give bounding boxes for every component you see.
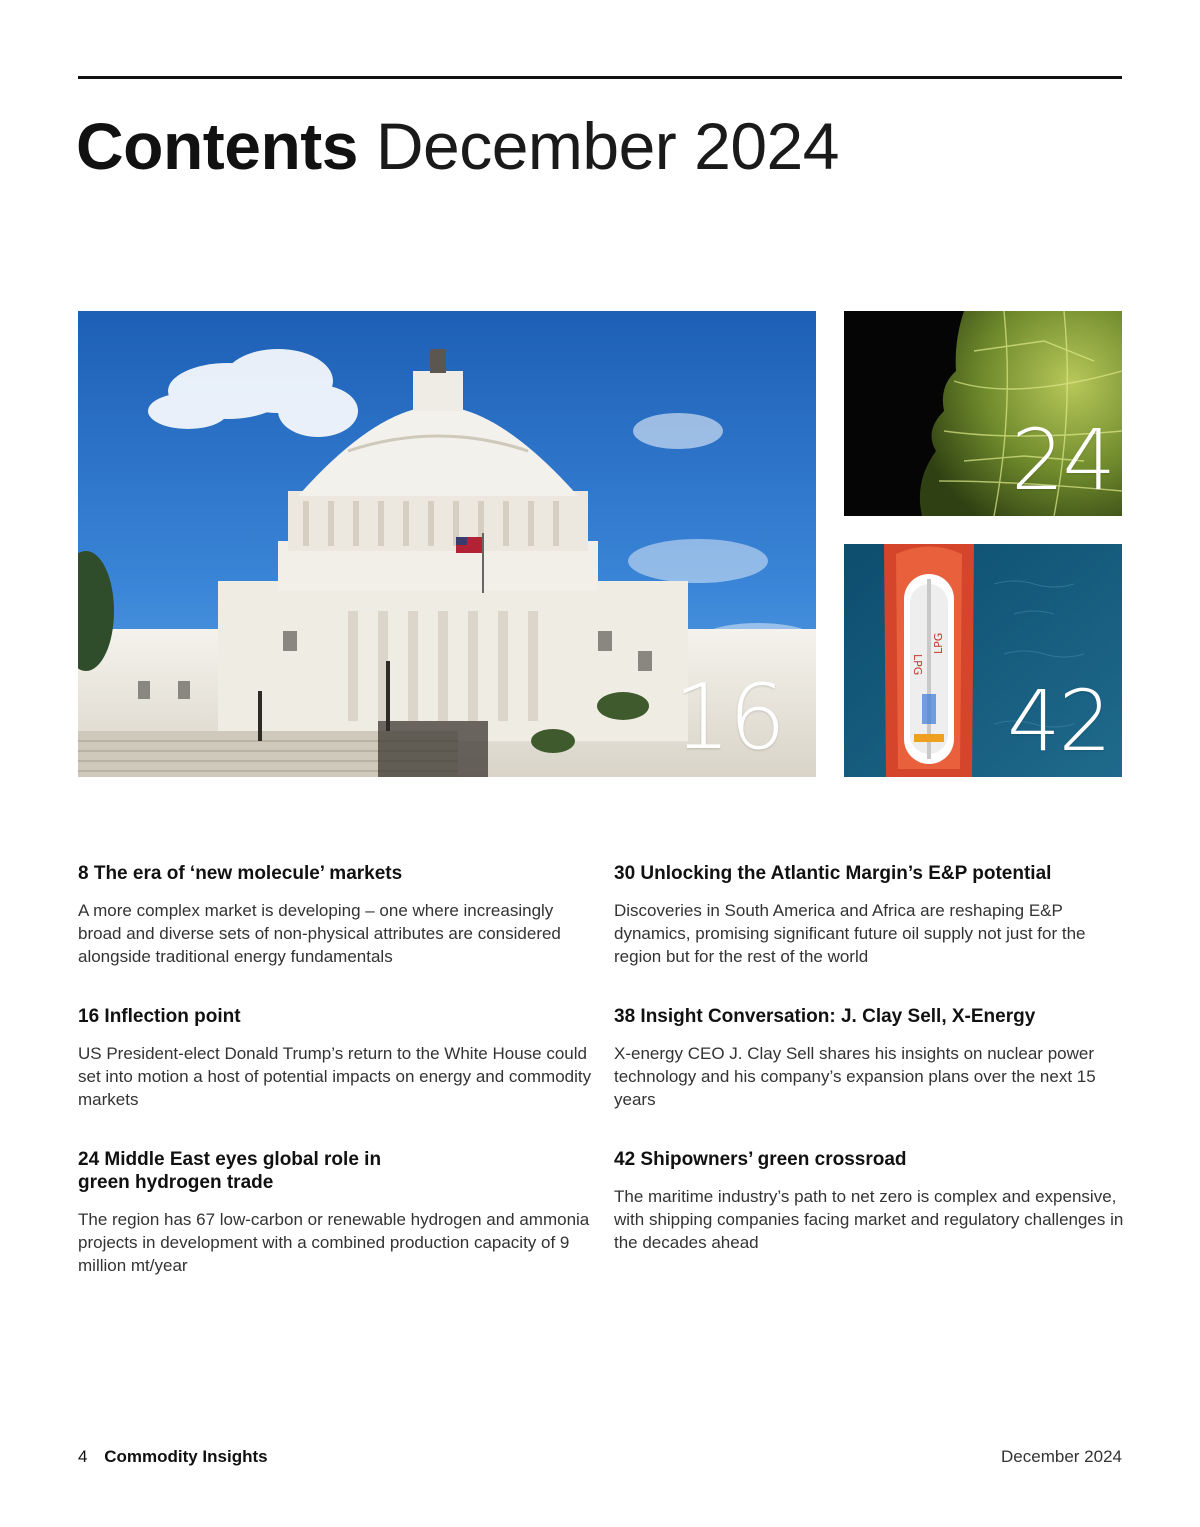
entry-title[interactable]: 30 Unlocking the Atlantic Margin’s E&P potential [614,863,1052,884]
entry-title[interactable]: 38 Insight Conversation: J. Clay Sell, X-Energy [614,1006,1036,1027]
contents-entry-8[interactable] [78,862,598,968]
entry-title[interactable]: 42 Shipowners’ green crossroad [614,1149,907,1170]
contents-entry-42[interactable] [614,1148,1134,1254]
footer-publication: Commodity Insights [104,1447,268,1466]
entry-summary: X-energy CEO J. Clay Sell shares his insights on nuclear power technology and his company’s expansion plans over the next 15 years [614,1044,1096,1109]
contents-entry-24[interactable] [78,1148,598,1277]
footer-date: December 2024 [1001,1447,1122,1466]
top-rule [78,76,1122,79]
entry-summary: A more complex market is developing – one where increasingly broad and diverse sets of non-physical attributes are considered alongside traditional energy fundamentals [78,901,561,966]
leaf-photo[interactable] [844,311,1122,516]
entry-title[interactable]: 8 The era of ‘new molecule’ markets [78,863,403,884]
capitol-page-number: 16 [673,665,784,770]
page-title-date: December 2024 [375,109,839,183]
entry-summary: Discoveries in South America and Africa are reshaping E&P dynamics, promising significant future oil supply not just for the region but for the rest of the world [614,901,1086,966]
entry-summary: The maritime industry’s path to net zero is complex and expensive, with shipping companies facing market and regulatory challenges in the decades ahead [614,1187,1124,1252]
entry-title[interactable]: 24 Middle East eyes global role in green hydrogen trade [78,1149,382,1193]
ship-photo[interactable] [844,544,1122,777]
capitol-photo[interactable] [78,311,816,777]
leaf-page-number: 24 [1011,411,1114,509]
contents-entry-16[interactable] [78,1005,598,1111]
contents-entry-38[interactable] [614,1005,1134,1111]
entry-summary: The region has 67 low-carbon or renewable hydrogen and ammonia projects in development with a combined production capacity of 9 million mt/year [78,1210,590,1275]
entry-title[interactable]: 16 Inflection point [78,1006,241,1027]
page-title [76,108,839,184]
contents-entry-30[interactable] [614,862,1134,968]
ship-hull-text-left: LPG [911,654,924,676]
footer-page-number: 4 [78,1447,88,1466]
ship-page-number: 42 [1007,672,1110,770]
entry-summary: US President-elect Donald Trump’s return to the White House could set into motion a host of potential impacts on energy and commodity markets [78,1044,592,1109]
ship-hull-text-right: LPG [932,632,945,654]
footer-left [78,1446,268,1468]
page-title-bold: Contents [76,109,358,183]
